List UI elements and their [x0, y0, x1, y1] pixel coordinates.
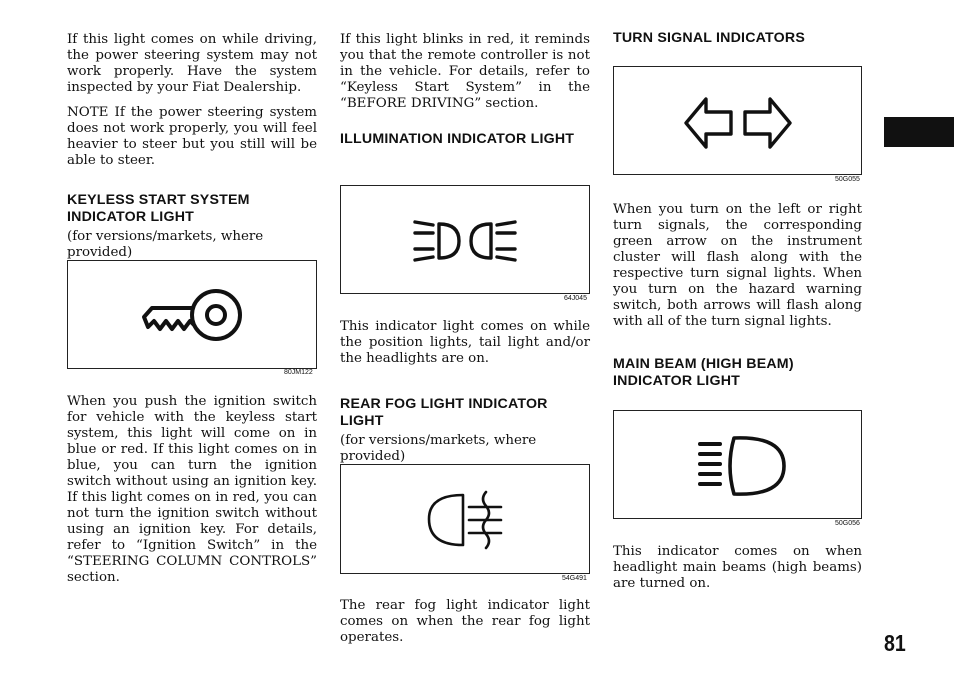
rear-fog-heading: REAR FOG LIGHT INDICATOR LIGHT	[340, 396, 548, 429]
keyless-icon-box	[67, 260, 317, 369]
illumination-heading: ILLUMINATION INDICATOR LIGHT	[340, 131, 575, 147]
turn-signal-image-code: 50G055	[835, 176, 860, 183]
illumination-body: This indicator light comes on while the position lights, tail light and/or the headlights are on.	[340, 319, 590, 366]
rear-fog-icon-box	[340, 464, 590, 574]
rear-fog-light-icon	[341, 465, 591, 575]
power-steering-paragraph: If this light comes on while driving, the power steering system may not work properly. Have the system inspected by your Fiat Dealership.	[67, 32, 317, 95]
main-beam-image-code: 50G056	[835, 520, 860, 527]
main-beam-icon-box	[613, 410, 862, 519]
turn-signal-icon-box	[613, 66, 862, 175]
page-number: 81	[884, 630, 906, 656]
power-steering-note: NOTE If the power steering system does not work properly, you will feel heavier to steer but you still will be able to steer.	[67, 105, 317, 168]
turn-signal-heading: TURN SIGNAL INDICATORS	[613, 30, 805, 46]
keyless-subtitle: (for versions/markets, where provided)	[67, 229, 264, 260]
main-beam-body: This indicator comes on when headlight main beams (high beams) are turned on.	[613, 544, 862, 591]
position-lights-icon	[341, 186, 591, 295]
keyless-heading: KEYLESS START SYSTEM INDICATOR LIGHT	[67, 192, 250, 225]
section-tab	[884, 117, 954, 147]
rear-fog-subtitle: (for versions/markets, where provided)	[340, 433, 537, 464]
high-beam-icon	[614, 411, 863, 520]
illumination-icon-box	[340, 185, 590, 294]
remote-controller-paragraph: If this light blinks in red, it reminds you that the remote controller is not in the vehicle. For details, refer to “Keyless Start System” in the “BEFORE DRIVING” section.	[340, 32, 590, 111]
rear-fog-body: The rear fog light indicator light comes on when the rear fog light operates.	[340, 598, 590, 645]
rear-fog-image-code: 54G491	[562, 575, 587, 582]
key-icon	[68, 261, 318, 370]
turn-signal-arrows-icon	[614, 67, 863, 176]
keyless-body: When you push the ignition switch for vehicle with the keyless start system, this light will come on in blue or red. If this light comes on in blue, you can turn the ignition switch without using an ignition key. If this light comes on in red, you can not turn the ignition switch without using an ignition key. For details, refer to “Ignition Switch” in the “STEERING COLUMN CONTROLS” section.	[67, 394, 317, 585]
keyless-image-code: 80JM122	[284, 369, 313, 376]
main-beam-heading: MAIN BEAM (HIGH BEAM) INDICATOR LIGHT	[613, 356, 794, 389]
turn-signal-body: When you turn on the left or right turn signals, the corresponding green arrow on the instrument cluster will flash along with the respective turn signal lights. When you turn on the hazard warning switch, both arrows will flash along with all of the turn signal lights.	[613, 202, 862, 329]
illumination-image-code: 64J045	[564, 295, 587, 302]
